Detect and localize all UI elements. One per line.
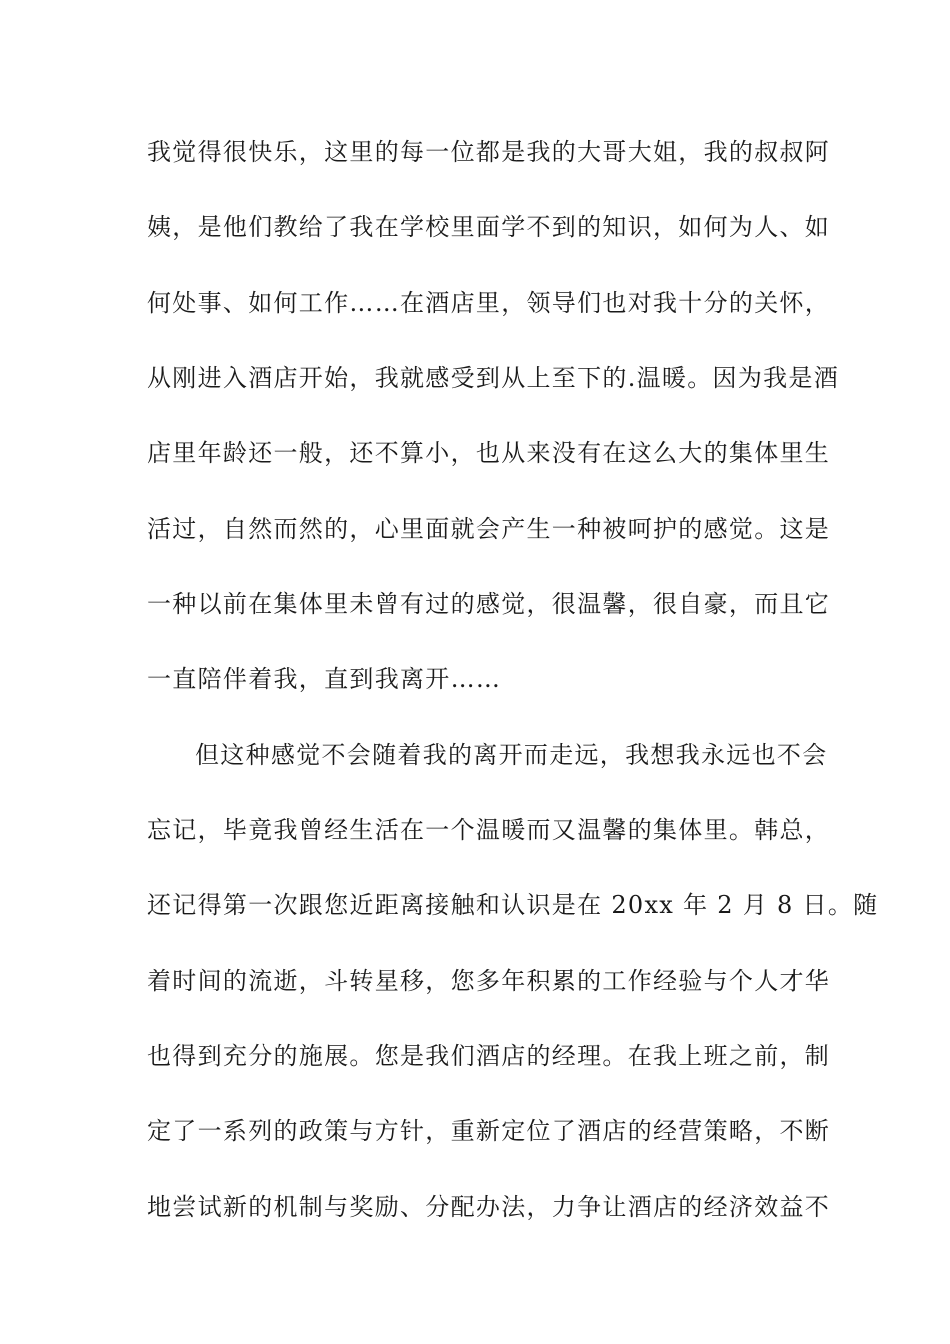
text-line: 店里年龄还一般，还不算小，也从来没有在这么大的集体里生 [147,439,831,467]
text-line: 也得到充分的施展。您是我们酒店的经理。在我上班之前，制 [147,1042,831,1070]
text-line: 着时间的流逝，斗转星移，您多年积累的工作经验与个人才华 [147,967,831,995]
text-line: 何处事、如何工作……在酒店里，领导们也对我十分的关怀， [147,289,831,317]
text-line: 忘记，毕竟我曾经生活在一个温暖而又温馨的集体里。韩总， [147,816,831,844]
text-line: 一种以前在集体里未曾有过的感觉，很温馨，很自豪，而且它 [147,590,831,618]
text-line: 定了一系列的政策与方针，重新定位了酒店的经营策略，不断 [147,1117,831,1145]
text-line: 还记得第一次跟您近距离接触和认识是在 20xx 年 2 月 8 日。随 [147,891,879,919]
text-line: 我觉得很快乐，这里的每一位都是我的大哥大姐，我的叔叔阿 [147,138,831,166]
text-line: 一直陪伴着我，直到我离开…… [147,665,502,693]
text-line: 但这种感觉不会随着我的离开而走远，我想我永远也不会 [195,741,828,769]
text-line: 地尝试新的机制与奖励、分配办法，力争让酒店的经济效益不 [147,1193,831,1221]
text-line: 活过，自然而然的，心里面就会产生一种被呵护的感觉。这是 [147,515,831,543]
text-line: 姨，是他们教给了我在学校里面学不到的知识，如何为人、如 [147,213,831,241]
text-line: 从刚进入酒店开始，我就感受到从上至下的.温暖。因为我是酒 [147,364,840,392]
